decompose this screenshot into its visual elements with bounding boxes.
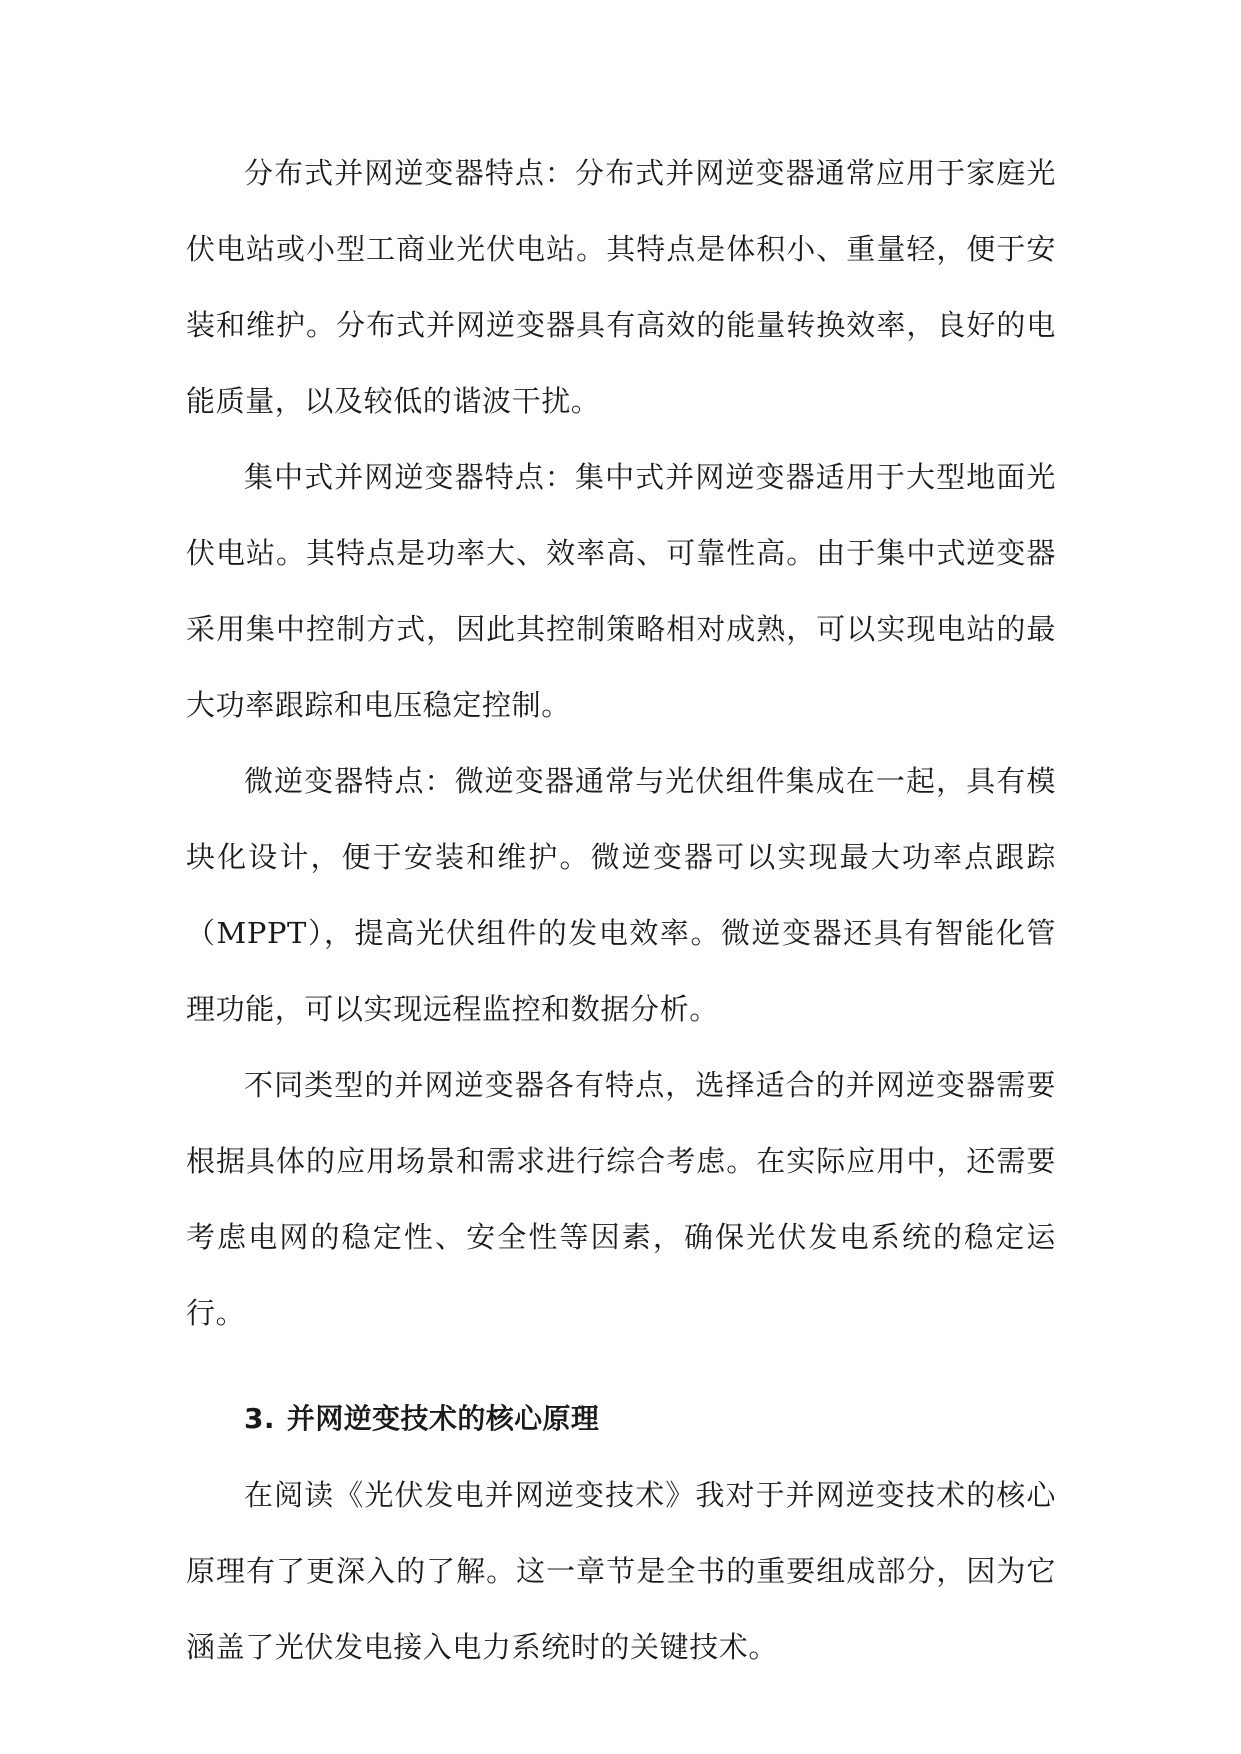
- section-title: 并网逆变技术的核心原理: [286, 1402, 600, 1435]
- section-heading: [186, 1381, 1056, 1457]
- paragraph-micro-inverter: 微逆变器特点：微逆变器通常与光伏组件集成在一起，具有模块化设计，便于安装和维护。微逆变器可以实现最大功率点跟踪（MPPT），提高光伏组件的发电效率。微逆变器还具有智能化管理功能，可以实现远程监控和数据分析。: [186, 764, 1056, 1026]
- section-number: 3.: [244, 1402, 275, 1435]
- paragraph-inverter-summary: 不同类型的并网逆变器各有特点，选择适合的并网逆变器需要根据具体的应用场景和需求进行综合考虑。在实际应用中，还需要考虑电网的稳定性、安全性等因素，确保光伏发电系统的稳定运行。: [186, 1068, 1056, 1330]
- paragraph-distributed-inverter: 分布式并网逆变器特点：分布式并网逆变器通常应用于家庭光伏电站或小型工商业光伏电站。其特点是体积小、重量轻，便于安装和维护。分布式并网逆变器具有高效的能量转换效率，良好的电能质量，以及较低的谐波干扰。: [186, 156, 1056, 418]
- paragraph-core-principle: 在阅读《光伏发电并网逆变技术》我对于并网逆变技术的核心原理有了更深入的了解。这一章节是全书的重要组成部分，因为它涵盖了光伏发电接入电力系统时的关键技术。: [186, 1478, 1056, 1664]
- paragraph-central-inverter: 集中式并网逆变器特点：集中式并网逆变器适用于大型地面光伏电站。其特点是功率大、效率高、可靠性高。由于集中式逆变器采用集中控制方式，因此其控制策略相对成熟，可以实现电站的最大功率跟踪和电压稳定控制。: [186, 460, 1056, 722]
- document-body: [186, 135, 1056, 1685]
